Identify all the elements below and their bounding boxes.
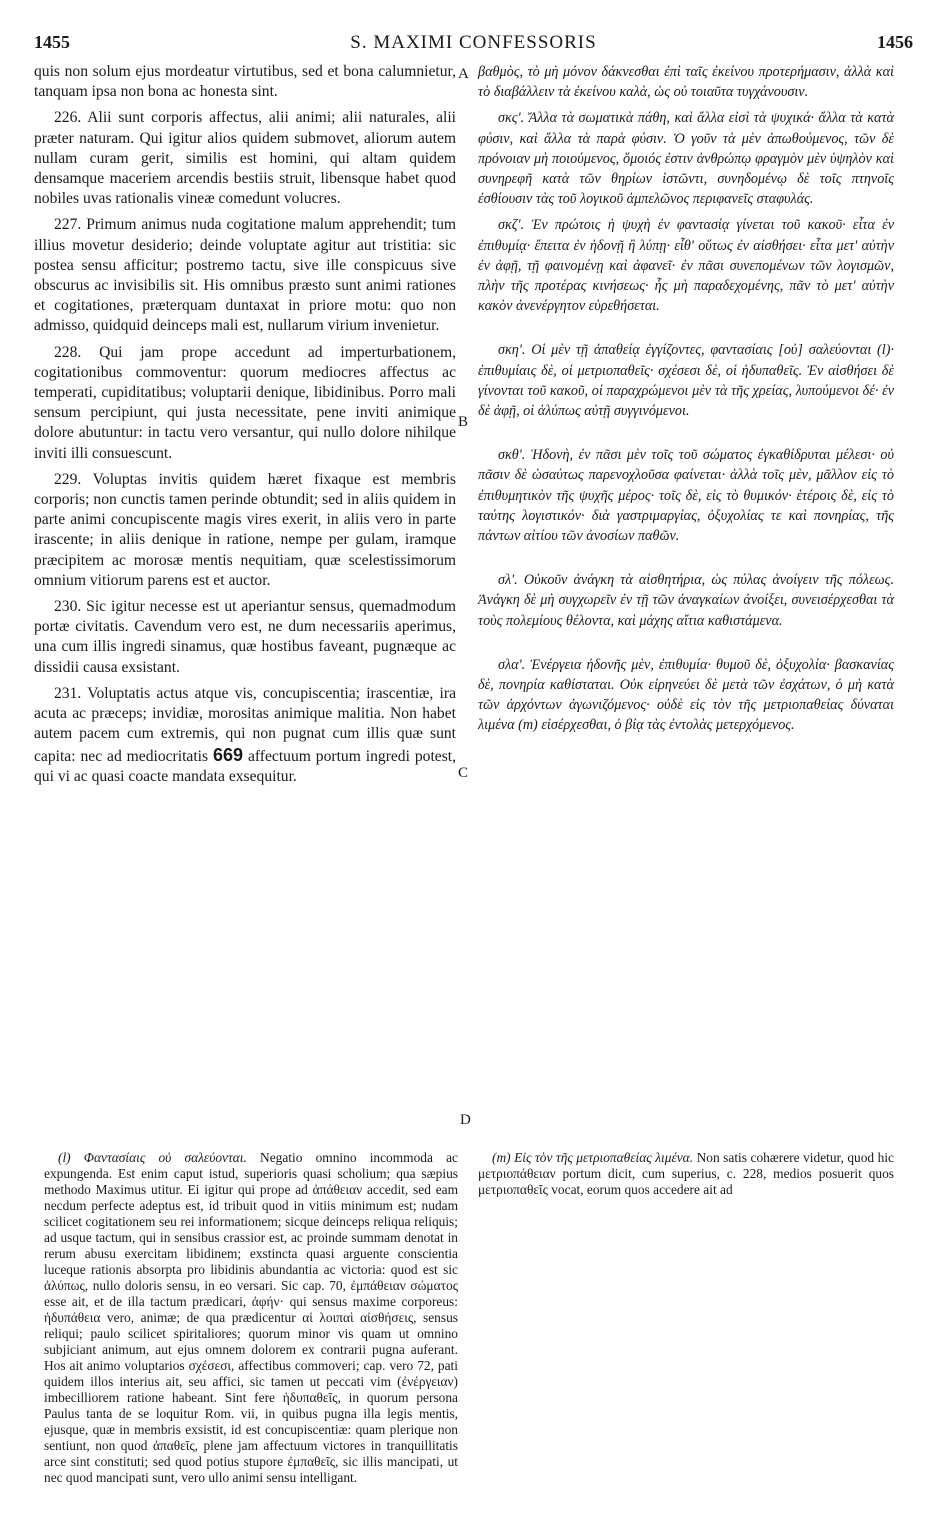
latin-paragraph	[34, 684, 456, 787]
running-header	[34, 32, 913, 56]
footnote-m	[478, 1150, 894, 1198]
greek-paragraph: σκθ'. Ἡδονὴ, ἐν πᾶσι μὲν τοῖς τοῦ σώματος ἐγκαθίδρυται μέλεσι· οὐ πᾶσιν δὲ ὡσαύτως παρενοχλοῦσα φαίνεται· ἀλλὰ τοῖς μὲν, μᾶλλον εἰς τὸ ἐπιθυμητικὸν τῆς ψυχῆς μέρος· τοῖς δὲ, εἰς τὸ θυμικόν· ἑτέροις δὲ, εἰς τὸ ταύτης λογιστικόν· διὰ γαστριμαργίας, ὀξυχολίας τε καὶ πονηρίας, τῆς πάντων αἰτίου τῶν ἀνοσίων παθῶν.	[478, 447, 894, 545]
margin-letter-a: A	[458, 66, 469, 82]
latin-paragraph: 227. Primum animus nuda cogitatione malum apprehendit; tum illius movetur desiderio; deinde voluptate agitur aut tristitia: sic postea sensu afficitur; postremo tactu, sive ille conspicuus sive obscurus ac invisibilis sit. His omnibus præsto sunt animi rationes et cogitationes, præterquam duntaxat in priore motu: quo non admisso, quidquid deinceps mali est, nullarum virium invenietur.	[34, 216, 456, 335]
footnote-label: (m) Εἰς τὸν τῆς μετριοπαθείας λιμένα.	[492, 1150, 694, 1165]
latin-paragraph: 226. Alii sunt corporis affectus, alii animi; alii naturales, alii præter naturam. Qui igitur alios quidem submovet, aliorum autem nullam curam gerit, similis est homini, qui altam quidem densamque maceriem arcendis bestiis struit, libensque habet quod nobiles uvas rationalis vineæ comedunt volucres.	[34, 109, 456, 208]
latin-paragraph: quis non solum ejus mordeatur virtutibus, sed et bona calumnietur, tanquam ipsa non bona ac honesta sint.	[34, 63, 456, 101]
margin-letter-d: D	[460, 1112, 471, 1128]
latin-column	[34, 62, 456, 793]
greek-paragraph: σλα'. Ἐνέργεια ἡδονῆς μὲν, ἐπιθυμία· θυμοῦ δὲ, ὀξυχολία· βασκανίας δὲ, πονηρία καθίσταται. Οὐκ εἰρηνεύει δὲ μετὰ τῶν ἐσχάτων, ὁ μὴ κατὰ τῶν ἀρχόντων ἀγωνιζόμενος· οὐδὲ εἰς τὸν τῆς μετριοπαθείας δύναται λιμένα (m) εἰσέρχεσθαι, ὁ βίᾳ τὰς ἐντολὰς μετερχόμενος.	[478, 656, 894, 734]
footnote-label: (l) Φαντασίαις οὐ σαλεύονται.	[58, 1150, 247, 1165]
footnote-l	[44, 1150, 458, 1486]
margin-letter-c: C	[458, 765, 469, 781]
left-page-number: 1455	[34, 32, 70, 52]
latin-paragraph: 228. Qui jam prope accedunt ad imperturbationem, cogitationibus commoventur: quorum mediocres affectus ac temperati, cupiditatibus; voluptarii denique, libidinibus. Porro mali sensum percipiunt, qui justa necessitate, pene inviti animique dolore abutuntur: in tactu vero versantur, qui nullo dolore nihilque inviti illi consuescunt.	[34, 343, 456, 462]
greek-paragraph: σκζ'. Ἐν πρώτοις ἡ ψυχὴ ἐν φαντασίᾳ γίνεται τοῦ κακοῦ· εἶτα ἐν ἐπιθυμίᾳ· ἔπειτα ἐν ἡδονῇ ἢ λύπῃ· εἶθ' οὕτως ἐν αἰσθήσει· εἶτα μετ' αὐτὴν ἐν ἀφῇ, τῇ φαινομένῃ καὶ ἀφανεῖ· ἐν πᾶσι συνεπομένων τῶν λογισμῶν, πλὴν τῆς προτέρας κινήσεως· ἧς μὴ παραδεχομένης, πᾶν τὸ μετ' αὐτὴν κακὸν ἀνενέργητον εὑρεθήσεται.	[478, 217, 894, 315]
footnote-text: Negatio omnino incommoda ac expungenda. Est enim caput istud, superioris quasi scholium; qua sæpius methodo Maximus utitur. Ei igitur qui prope ad ἀπάθειαν accedit, sed eam necdum perfecte adeptus est, id tribuit quod in vitiis minimum est; nudam scilicet cogitationem seu rei informationem; sicque deinceps reliqua reliquis; ad usque tactum, qui in sensibus crassior est, ac proinde summam denotat in rerum abusu exercitam libidinem; exstincta quasi arguente conscientia luceque rationis absorpta pro libidinis abundantia ac victoria: quod est sic ἀλύπως, nullo doloris sensu, in eo versari. Sic cap. 70, ἐμπάθειαν σώματος esse ait, et de illa tactum prædicari, ἀφήν· qui sensus maxime corporeus: ἡδυπάθεια vero, animæ; de qua prædicentur αἱ λοιπαὶ αἰσθήσεις, sensus reliqui; paulo scilicet spiritaliores; quorum minor vis quam ut omnino subjiciant animum, aut ejus omnem dolorem ex contrarii pugna auferant. Hos ait animo voluptarios σχέσεσι, affectibus commoveri; cap. vero 72, pati quidem illos interius ait, seu affici, sic tamen ut peccati vim (ἐνέργειαν) imbecilliorem ratione habeant. Sint fere ἡδυπαθεῖς, in quorum persona Paulus tanta de se loquitur Rom. vii, in quibus pugna illa legis mentis, ejusque, quæ in membris exsistit, id est concupiscentiæ: quam plerique non sentiunt, non quod ἀπαθεῖς, plene jam affectuum victores in tranquillitatis arce sint constituti; sed quod potius stupore ἐμπαθεῖς, sic illis mancipati, ut nec quod mancipati sunt, vero ullo animi sensu intelligant.	[44, 1150, 458, 1485]
greek-paragraph: σκη'. Οἱ μὲν τῇ ἀπαθείᾳ ἐγγίζοντες, φαντασίαις [οὐ] σαλεύονται (l)· ἐπιθυμίαις δὲ, οἱ μετριοπαθεῖς· σχέσεσι δὲ, οἱ ἡδυπαθεῖς. Ἐν αἰσθήσει δὲ γίνονται τοῦ κακοῦ, οἱ παραχρώμενοι μὲν τὰ τῆς χρείας, λυπούμενοι δέ· ἐν δὲ ἀφῇ, οἱ ἀλύπως αὐτῇ συγγινόμενοι.	[478, 342, 894, 420]
footnotes-right	[478, 1150, 894, 1198]
footnote-text: Non satis cohærere videtur, quod hic μετριοπάθειαν portum dicit, cum superius, c. 228, medios posuerit quos μετριοπαθεῖς vocat, eorum quos accedere ait ad	[478, 1150, 894, 1197]
greek-column	[478, 62, 894, 742]
right-page-number: 1456	[877, 32, 913, 52]
greek-paragraph: βαθμὸς, τὸ μὴ μόνον δάκνεσθαι ἐπὶ ταῖς ἐκείνου προτερήμασιν, ἀλλὰ καὶ τὸ διαβάλλειν τὰ ἐκείνου καλὰ, ὡς οὐ τοιαῦτα τυγχάνουσιν.	[478, 64, 894, 101]
latin-paragraph: 229. Voluptas invitis quidem hæret fixaque est membris corporis; non cunctis tamen perinde obtundit; sed in aliis quidem in parte animi concupiscente magis vires exerit, in aliis vero in parte irascente; in aliis denique in ratione, nempe per gulam, iramque præcipitem ac morosæ mentis nequitiam, quæ scelestissimorum omnium vitiorum parens est et auctor.	[34, 470, 456, 589]
running-title: S. MAXIMI CONFESSORIS	[350, 32, 597, 53]
inline-page-number: 669	[213, 744, 244, 765]
footnotes-left	[44, 1150, 458, 1486]
latin-paragraph-part: affectuum portum ingredi potest, qui vi ac quasi coacte mandata exsequitur.	[34, 747, 456, 785]
latin-paragraph: 230. Sic igitur necesse est ut aperiantur sensus, quemadmodum portæ civitatis. Cavendum vero est, ne dum necessariis aperimus, una cum illis ingredi sinamus, quæ hostibus faveant, pugnæque ac dissidii causa exsistant.	[34, 598, 456, 676]
margin-letter-b: B	[458, 414, 469, 430]
latin-paragraph-part: 231. Voluptatis actus atque vis, concupiscentia; irascentiæ, ira acuta ac præceps; invidiæ, morositas animique malitia. Non habet autem pacem cum extremis, qui non pugnat cum illis quæ sunt capita: nec ad mediocritatis	[34, 684, 456, 765]
greek-paragraph: σκς'. Ἄλλα τὰ σωματικὰ πάθη, καὶ ἄλλα εἰσὶ τὰ ψυχικά· ἄλλα τὰ κατὰ φύσιν, καὶ ἄλλα τὰ παρὰ φύσιν. Ὁ γοῦν τὰ μὲν ἀπωθούμενος, τῶν δὲ πρόνοιαν μὴ ποιούμενος, ὅμοιός ἐστιν ἀνθρώπῳ φραγμὸν μὲν ὑψηλὸν καὶ συνηρεφῆ κατὰ τῶν θηρίων ἱστῶντι, συνηδομένῳ δὲ τοῖς πτηνοῖς ἐσθίουσιν τὰς τοῦ λογικοῦ ἀμπελῶνος περιφανεῖς σταφυλάς.	[478, 110, 894, 208]
greek-paragraph: σλ'. Οὐκοῦν ἀνάγκη τὰ αἰσθητήρια, ὡς πύλας ἀνοίγειν τῆς πόλεως. Ἀνάγκη δὲ μὴ συγχωρεῖν ἐν τῇ τῶν ἀναγκαίων ἀνοίξει, συνεισέρχεσθαι τὰ τοὺς πολεμίους θέλοντα, καὶ μάχης αἴτια καθιστάμενα.	[478, 572, 894, 629]
